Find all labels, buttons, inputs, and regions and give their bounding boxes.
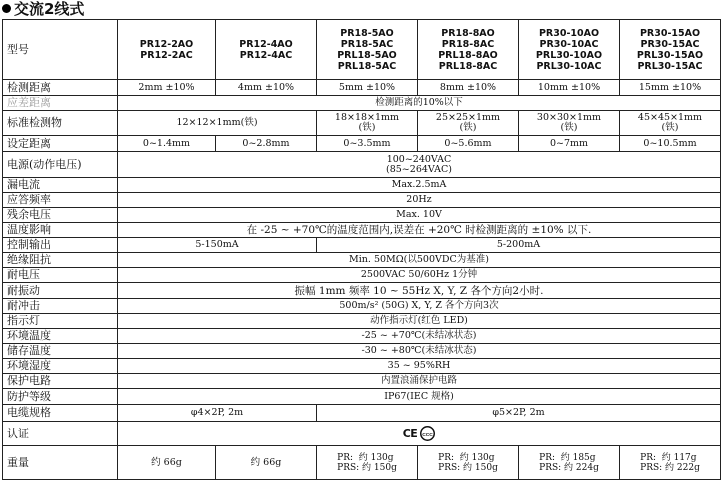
row-residual-voltage bbox=[3, 208, 721, 223]
shock-value: 500m/s² (50G) X, Y, Z 各个方向3次 bbox=[118, 299, 721, 314]
row-temp-effect bbox=[3, 223, 721, 238]
detect-distance-cell: 4mm ±10% bbox=[216, 80, 317, 96]
model-cell: PR12-2AO PR12-2AC bbox=[118, 20, 216, 80]
row-cable bbox=[3, 405, 721, 422]
detect-distance-cell: 8mm ±10% bbox=[418, 80, 519, 96]
ccc-mark-text: CCC bbox=[422, 432, 434, 438]
weight-text: PR: 约 117g PRS: 约 222g bbox=[640, 452, 700, 473]
label-certification: 认证 bbox=[3, 422, 118, 446]
label-set-distance: 设定距离 bbox=[3, 136, 118, 152]
control-output-left: 5-150mA bbox=[118, 238, 317, 253]
label-storage-temp: 储存温度 bbox=[3, 344, 118, 359]
row-protection-circuit bbox=[3, 374, 721, 389]
section-title-text: 交流2线式 bbox=[14, 0, 85, 18]
set-distance-cell: 0~10.5mm bbox=[620, 136, 721, 152]
row-certification bbox=[3, 422, 721, 446]
weight-cell: 约 66g bbox=[118, 446, 216, 480]
model-cell: PR12-4AO PR12-4AC bbox=[216, 20, 317, 80]
set-distance-cell: 0~5.6mm bbox=[418, 136, 519, 152]
label-hysteresis: 应差距离 bbox=[3, 96, 118, 111]
ip-rating-value: IP67(IEC 规格) bbox=[118, 389, 721, 405]
label-control-output: 控制输出 bbox=[3, 238, 118, 253]
std-object-cell: 45×45×1mm (铁) bbox=[620, 111, 721, 136]
label-response-freq: 应答频率 bbox=[3, 193, 118, 208]
label-ambient-humidity: 环境湿度 bbox=[3, 359, 118, 374]
leak-current-value: Max.2.5mA bbox=[118, 178, 721, 193]
row-hysteresis bbox=[3, 96, 721, 111]
label-weight: 重量 bbox=[3, 446, 118, 480]
label-std-object: 标准检测物 bbox=[3, 111, 118, 136]
set-distance-cell: 0~2.8mm bbox=[216, 136, 317, 152]
label-ambient-temp: 环境温度 bbox=[3, 329, 118, 344]
weight-cell bbox=[620, 446, 721, 480]
label-ip-rating: 防护等级 bbox=[3, 389, 118, 405]
insulation-value: Min. 50MΩ(以500VDC为基准) bbox=[118, 253, 721, 268]
spec-table bbox=[2, 19, 721, 480]
weight-text: PR: 约 185g PRS: 约 224g bbox=[539, 452, 599, 473]
ambient-humidity-value: 35 ~ 95%RH bbox=[118, 359, 721, 374]
row-indicator bbox=[3, 314, 721, 329]
label-insulation: 绝缘阻抗 bbox=[3, 253, 118, 268]
weight-text: PR: 约 130g PRS: 约 150g bbox=[438, 452, 498, 473]
dielectric-value: 2500VAC 50/60Hz 1分钟 bbox=[118, 268, 721, 283]
row-weight bbox=[3, 446, 721, 480]
detect-distance-cell: 2mm ±10% bbox=[118, 80, 216, 96]
row-leak-current bbox=[3, 178, 721, 193]
weight-cell bbox=[519, 446, 620, 480]
model-cell: PR30-15AO PR30-15AC PRL30-15AO PRL30-15AC bbox=[620, 20, 721, 80]
set-distance-cell: 0~7mm bbox=[519, 136, 620, 152]
set-distance-cell: 0~3.5mm bbox=[317, 136, 418, 152]
std-object-cell: 25×25×1mm (铁) bbox=[418, 111, 519, 136]
label-power: 电源(动作电压) bbox=[3, 152, 118, 178]
label-cable: 电缆规格 bbox=[3, 405, 118, 422]
row-ambient-humidity bbox=[3, 359, 721, 374]
row-model bbox=[3, 20, 721, 80]
hysteresis-value: 检测距离的10%以下 bbox=[118, 96, 721, 111]
model-cell: PR30-10AO PR30-10AC PRL30-10AO PRL30-10AC bbox=[519, 20, 620, 80]
row-dielectric bbox=[3, 268, 721, 283]
cable-right: φ5×2P, 2m bbox=[317, 405, 721, 422]
indicator-value: 动作指示灯(红色 LED) bbox=[118, 314, 721, 329]
weight-cell bbox=[418, 446, 519, 480]
detect-distance-cell: 5mm ±10% bbox=[317, 80, 418, 96]
cable-left: φ4×2P, 2m bbox=[118, 405, 317, 422]
row-shock bbox=[3, 299, 721, 314]
weight-cell bbox=[317, 446, 418, 480]
detect-distance-cell: 10mm ±10% bbox=[519, 80, 620, 96]
row-set-distance bbox=[3, 136, 721, 152]
label-model: 型号 bbox=[3, 20, 118, 80]
label-detect-distance: 检测距离 bbox=[3, 80, 118, 96]
control-output-right: 5-200mA bbox=[317, 238, 721, 253]
ambient-temp-value: -25 ~ +70℃(未结冰状态) bbox=[118, 329, 721, 344]
label-vibration: 耐振动 bbox=[3, 283, 118, 299]
label-dielectric: 耐电压 bbox=[3, 268, 118, 283]
row-power bbox=[3, 152, 721, 178]
row-vibration bbox=[3, 283, 721, 299]
protection-circuit-value: 内置浪涌保护电路 bbox=[118, 374, 721, 389]
model-cell: PR18-8AO PR18-8AC PRL18-8AO PRL18-8AC bbox=[418, 20, 519, 80]
row-ambient-temp bbox=[3, 329, 721, 344]
label-shock: 耐冲击 bbox=[3, 299, 118, 314]
label-protection-circuit: 保护电路 bbox=[3, 374, 118, 389]
section-title bbox=[2, 0, 84, 18]
residual-voltage-value: Max. 10V bbox=[118, 208, 721, 223]
ccc-mark-icon bbox=[420, 426, 435, 441]
set-distance-cell: 0~1.4mm bbox=[118, 136, 216, 152]
label-indicator: 指示灯 bbox=[3, 314, 118, 329]
temp-effect-value: 在 -25 ~ +70℃的温度范围内,误差在 +20℃ 时检测距离的 ±10% 以下. bbox=[118, 223, 721, 238]
weight-cell: 约 66g bbox=[216, 446, 317, 480]
row-insulation bbox=[3, 253, 721, 268]
bullet-icon bbox=[2, 4, 11, 13]
label-leak-current: 漏电流 bbox=[3, 178, 118, 193]
row-detect-distance bbox=[3, 80, 721, 96]
row-ip-rating bbox=[3, 389, 721, 405]
detect-distance-cell: 15mm ±10% bbox=[620, 80, 721, 96]
row-response-freq bbox=[3, 193, 721, 208]
certification-marks bbox=[118, 422, 721, 446]
row-std-object bbox=[3, 111, 721, 136]
label-temp-effect: 温度影响 bbox=[3, 223, 118, 238]
std-object-cell: 18×18×1mm (铁) bbox=[317, 111, 418, 136]
row-control-output bbox=[3, 238, 721, 253]
model-cell: PR18-5AO PR18-5AC PRL18-5AO PRL18-5AC bbox=[317, 20, 418, 80]
label-residual-voltage: 残余电压 bbox=[3, 208, 118, 223]
ce-mark-icon: CE bbox=[402, 426, 418, 440]
storage-temp-value: -30 ~ +80℃(未结冰状态) bbox=[118, 344, 721, 359]
std-object-cell: 30×30×1mm (铁) bbox=[519, 111, 620, 136]
vibration-value: 振幅 1mm 频率 10 ~ 55Hz X, Y, Z 各个方向2小时. bbox=[118, 283, 721, 299]
response-freq-value: 20Hz bbox=[118, 193, 721, 208]
row-storage-temp bbox=[3, 344, 721, 359]
power-value: 100~240VAC (85~264VAC) bbox=[118, 152, 721, 178]
std-object-merged: 12×12×1mm(铁) bbox=[118, 111, 317, 136]
weight-text: PR: 约 130g PRS: 约 150g bbox=[337, 452, 397, 473]
